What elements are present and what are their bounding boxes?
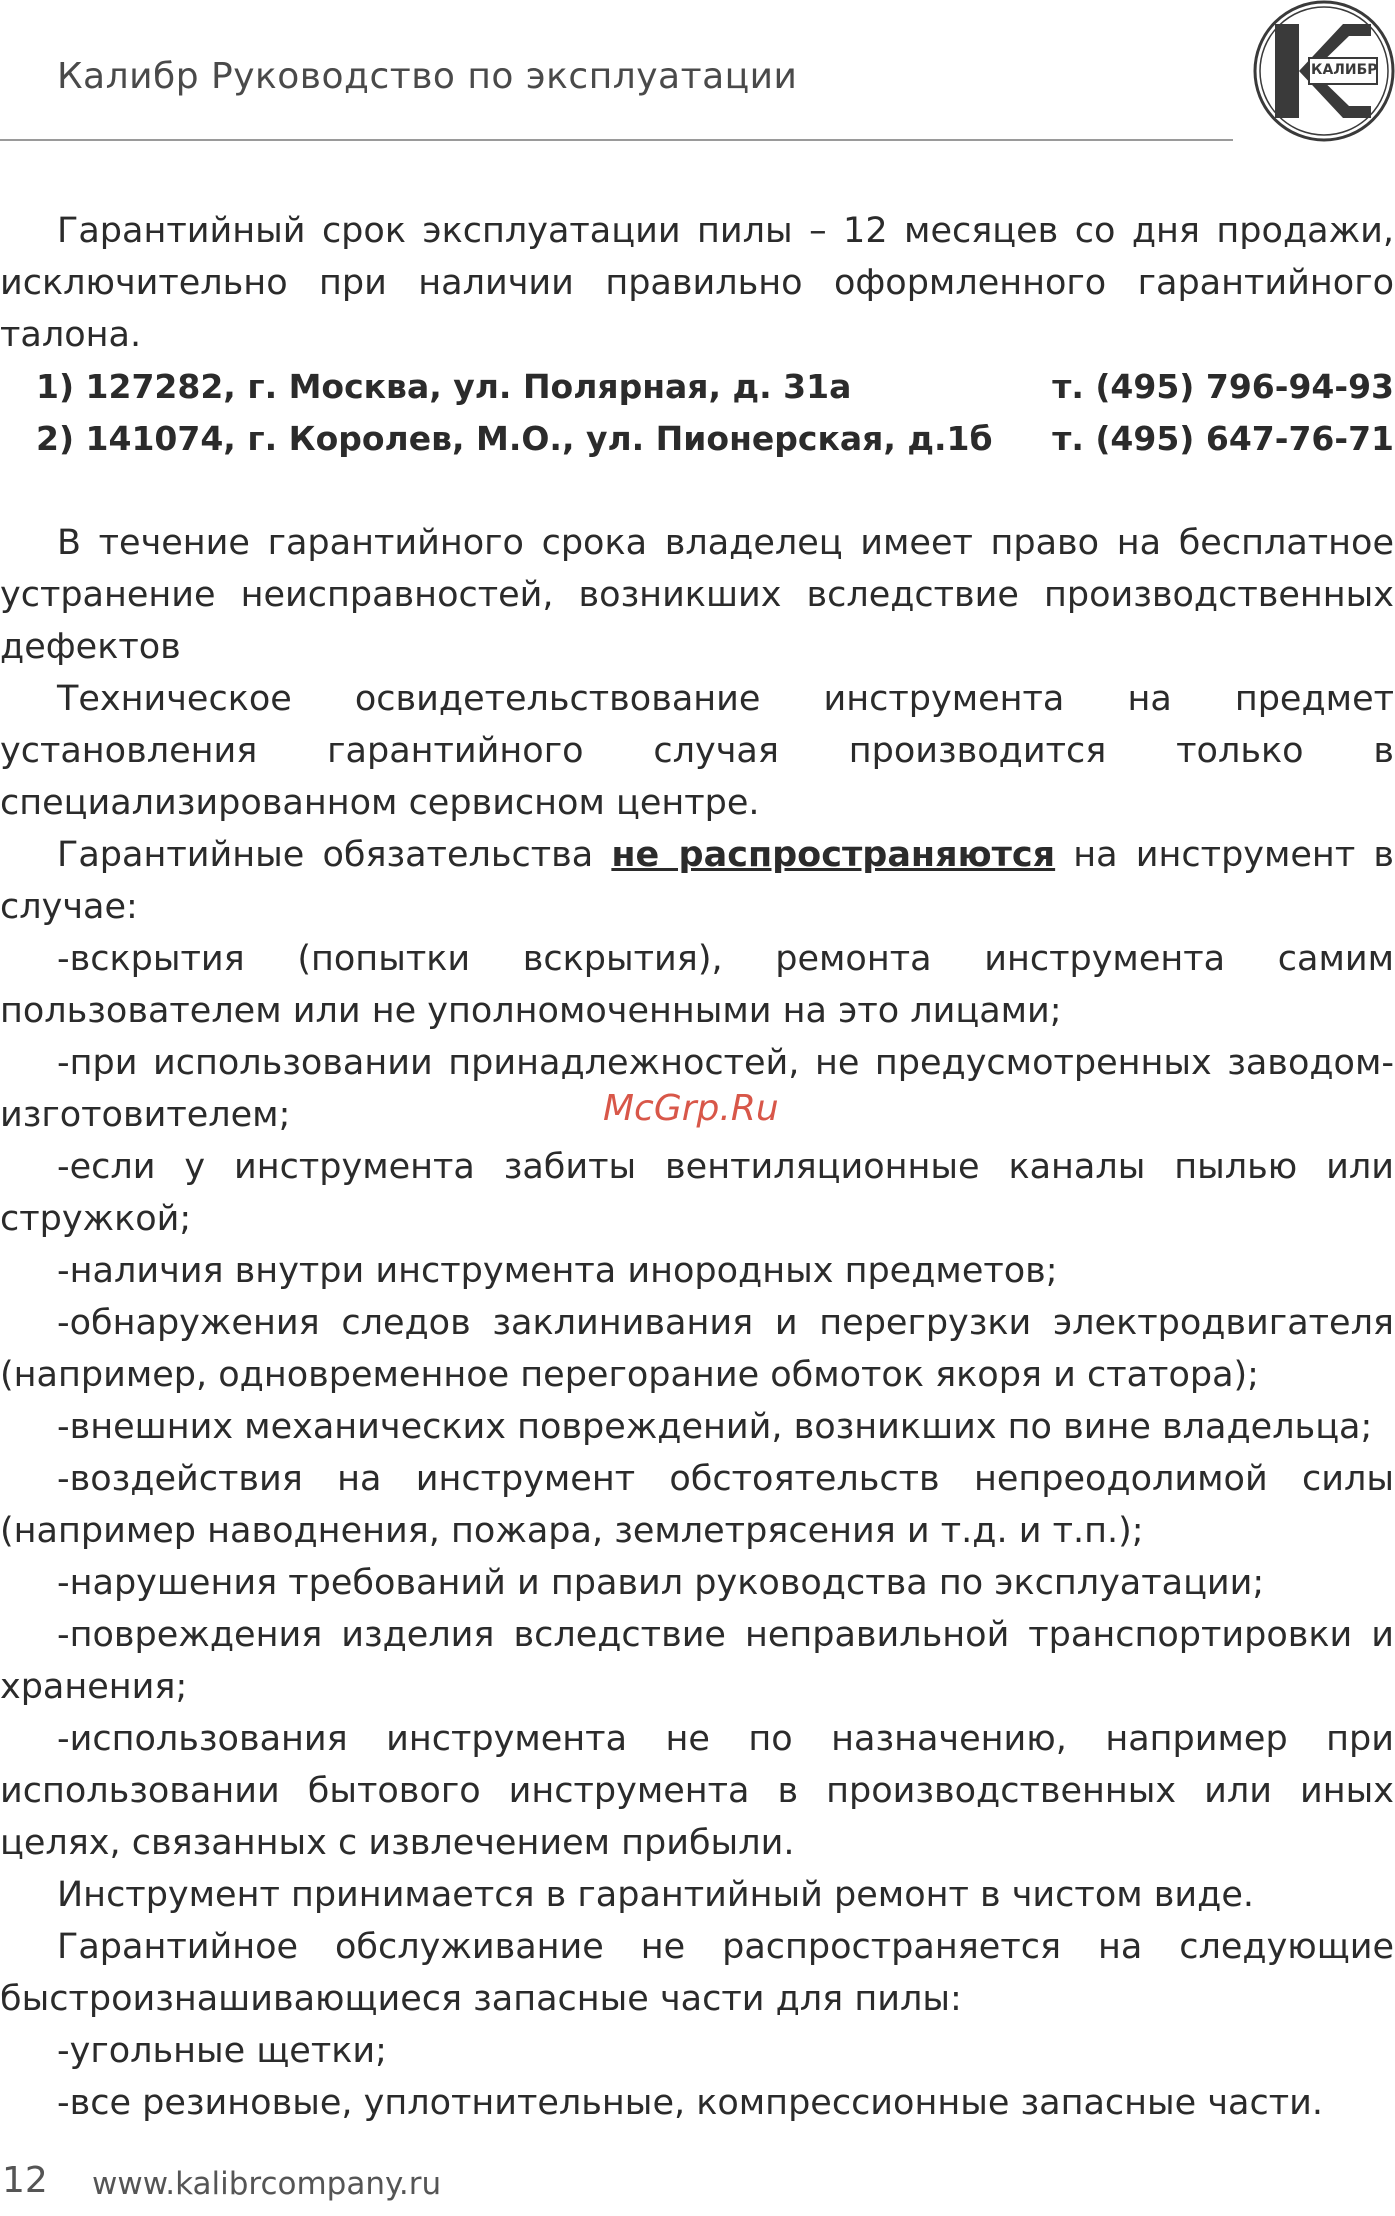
service-center-phone: т. (495) 647-76-71 xyxy=(1052,419,1394,458)
inspection-paragraph: Техническое освидетельствование инструмента на предмет установления гарантийного случая производится только в специализированном сервисном центре. xyxy=(0,679,1394,823)
wear-parts-paragraph: Гарантийное обслуживание не распространяется на следующие быстроизнашивающиеся запасные части для пилы: xyxy=(0,1927,1394,2019)
warranty-period-paragraph: Гарантийный срок эксплуатации пилы – 12 месяцев со дня продажи, исключительно при наличии правильно оформленного гарантийного талона. xyxy=(0,211,1394,355)
exclusion-item: -воздействия на инструмент обстоятельств непреодолимой силы (например наводнения, пожара, землетрясения и т.д. и т.п.); xyxy=(0,1459,1394,1551)
exclusion-item: -внешних механических повреждений, возникших по вине владельца; xyxy=(57,1407,1373,1447)
exclusions-intro xyxy=(0,829,1394,933)
wear-part-item: -все резиновые, уплотнительные, компрессионные запасные части. xyxy=(57,2083,1323,2123)
document-body xyxy=(0,205,1394,2129)
exclusion-item: -наличия внутри инструмента инородных предметов; xyxy=(57,1251,1058,1291)
exclusion-item: -использования инструмента не по назначению, например при использовании бытового инструмента в производственных или иных целях, связанных с извлечением прибыли. xyxy=(0,1719,1394,1863)
watermark: McGrp.Ru xyxy=(603,1088,779,1129)
header-divider xyxy=(0,139,1233,141)
exclusion-item: -вскрытия (попытки вскрытия), ремонта инструмента самим пользователем или не уполномоченными на это лицами; xyxy=(0,939,1394,1031)
clean-condition-paragraph: Инструмент принимается в гарантийный ремонт в чистом виде. xyxy=(57,1875,1254,1915)
wear-part-item: -угольные щетки; xyxy=(57,2031,387,2071)
exclusions-intro-end: на инструмент в случае: xyxy=(0,835,1395,927)
exclusion-item: -нарушения требований и правил руководства по эксплуатации; xyxy=(57,1563,1265,1603)
service-center-phone: т. (495) 796-94-93 xyxy=(1052,367,1394,406)
service-center-address: 2) 141074, г. Королев, М.О., ул. Пионерская, д.1б xyxy=(36,419,993,458)
logo-text: КАЛИБР xyxy=(1311,62,1378,78)
exclusion-item: -при использовании принадлежностей, не предусмотренных заводом-изготовителем; xyxy=(0,1043,1394,1135)
service-center-address: 1) 127282, г. Москва, ул. Полярная, д. 31а xyxy=(36,367,852,406)
exclusions-emphasis: не распространяются xyxy=(611,835,1056,875)
exclusions-intro-start: Гарантийные обязательства xyxy=(57,835,612,875)
service-center-row xyxy=(0,413,1394,465)
exclusion-item: -если у инструмента забиты вентиляционные каналы пылью или стружкой; xyxy=(0,1147,1394,1239)
rights-paragraph: В течение гарантийного срока владелец имеет право на бесплатное устранение неисправностей, возникших вследствие производственных дефектов xyxy=(0,523,1394,667)
website-link[interactable]: www.kalibrcompany.ru xyxy=(92,2166,442,2202)
exclusion-item: -повреждения изделия вследствие неправильной транспортировки и хранения; xyxy=(0,1615,1394,1707)
spacer xyxy=(0,465,1394,517)
exclusion-item: -обнаружения следов заклинивания и перегрузки электродвигателя (например, одновременное перегорание обмоток якоря и статора); xyxy=(0,1303,1394,1395)
document-title: Калибр Руководство по эксплуатации xyxy=(57,56,798,97)
service-center-row xyxy=(0,361,1394,413)
page-number: 12 xyxy=(2,2160,48,2201)
